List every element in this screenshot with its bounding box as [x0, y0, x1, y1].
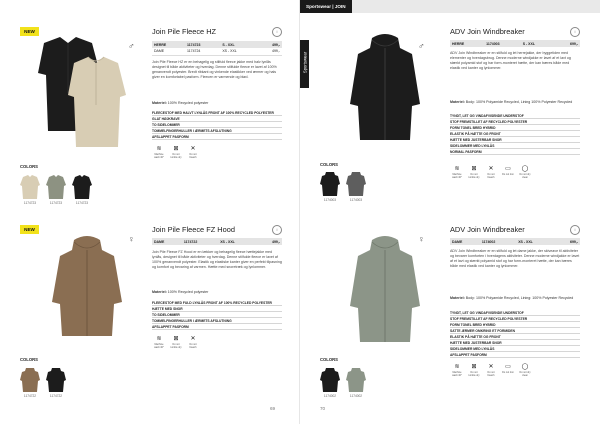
feature-item: SIDELOMMER MED LYNLÅS: [450, 143, 580, 149]
feature-item: SATTE ÆRMER OMKRING ET FORMIDEN: [450, 328, 580, 334]
care-item: [450, 364, 464, 377]
care-item: [501, 166, 515, 179]
care-label: Do not tumble dry: [170, 343, 182, 349]
care-label: Do not iron: [502, 371, 514, 374]
wash-icon: ≋: [156, 336, 162, 342]
care-label: Machine wash 40°: [452, 173, 462, 179]
spec-table-header-row: [152, 41, 282, 48]
product-title: Join Pile Fleece HZ: [152, 27, 217, 36]
spec-gender: DAME: [450, 238, 480, 245]
care-label: Do not tumble dry: [468, 173, 480, 179]
bleach-icon: ✕: [190, 336, 196, 342]
feature-item: SIDELOMMER MED LYNLÅS: [450, 346, 580, 352]
feature-item: NORMAL PASFORM: [450, 149, 580, 155]
feature-item: HÆTTE MED SNOR: [152, 306, 282, 312]
bleach-icon: ✕: [190, 146, 196, 152]
section-tag: Sportswear | JOIN: [300, 0, 352, 13]
product-join-pile-fleece-fz-hood: [0, 212, 300, 402]
care-item: [450, 166, 464, 179]
spec-item-no: 1174002: [480, 238, 516, 245]
new-badge: NEW: [20, 27, 39, 36]
care-item: [152, 146, 166, 159]
spec-price: 499,-: [258, 48, 282, 55]
color-swatch-black[interactable]: [320, 172, 340, 196]
feature-item: ELASTIK PÅ HÆTTE OG FRONT: [450, 334, 580, 340]
care-label: Do not tumble dry: [170, 153, 182, 159]
new-badge: NEW: [20, 225, 39, 234]
feature-item: FORM TONEL BRED HYBRID: [450, 125, 580, 131]
spec-table: [450, 238, 580, 245]
feature-item: TYNDT, LET OG VINDAFVISENDE UNDERSTOF: [450, 310, 580, 316]
male-symbol-icon: ♂: [128, 41, 135, 51]
feature-item: STOF FREMSTILLET AF RECYCLED POLYESTER: [450, 316, 580, 322]
feature-item: TO SIDELOMMER: [152, 312, 282, 318]
bleach-icon: ✕: [488, 166, 494, 172]
care-item: [467, 166, 481, 179]
material-value: 100% Recycled polyester: [167, 101, 209, 105]
care-label: Machine wash 40°: [154, 153, 164, 159]
spec-price: 499,-: [257, 238, 282, 245]
care-icons: [450, 166, 535, 179]
product-description: Join Pile Fleece FZ Hood er en lækker og behagelig fleece hættejakke med lynlås, designet til både aktiviteter og hverdag. Denne stilfulde fleece er lavet af 100% genanvendt polyester. Elastik og elastiske kanter giver en perfekt tilpasning og komfort og bevaring af varmen. Hætte med snoretræk og lynlommer.: [152, 250, 282, 269]
info-button[interactable]: i: [570, 225, 580, 235]
material-value: Body: 100% Polyamide Recycled, Lining: 100% Polyester Recycled: [465, 296, 574, 300]
material-line: [450, 296, 580, 300]
product-adv-join-windbreaker-women: [300, 212, 600, 402]
care-label: Do not bleach: [487, 173, 495, 179]
feature-item: FLEECESTOF MED FULD LYNLÅS FRONT AF 100% RECYCLED POLYESTER: [152, 300, 282, 306]
feature-list: [450, 113, 580, 155]
feature-item: STOF FREMSTILLET AF RECYCLED POLYESTER: [450, 119, 580, 125]
product-description: Join Pile Fleece HZ er en behagelig og stilfuld fleece jakke med halv lynlås designet til både aktiviteter og hverdag. Denne stilfulde fleece er lavet af 100% genanvendt polyester. Bredt ribkant og vinkende elastikker ved ærmer og hals giver en komfortabel pasform. Fleecen er varmende og blød.: [152, 60, 277, 79]
spec-item-no: 1174724: [185, 48, 220, 55]
feature-item: TOMMELFINGERHULLER I ÆRMETS AFSLUTNING: [152, 128, 282, 134]
product-photo: [30, 33, 130, 151]
side-tab-label: Sportswear: [302, 51, 308, 74]
colors-label: COLORS: [20, 357, 38, 362]
spec-sizes: XS - XXL: [220, 48, 257, 55]
male-symbol-icon: ♂: [418, 41, 425, 51]
product-photo: [350, 34, 420, 144]
spec-table: [152, 41, 282, 56]
care-item: [518, 364, 532, 377]
care-label: Do not bleach: [189, 343, 197, 349]
swatch-code: 1174002: [349, 394, 363, 398]
material-value: Body: 100% Polyamide Recycled, Lining 100% Polyester Recycled: [465, 100, 573, 104]
color-swatch-black[interactable]: [46, 368, 66, 392]
female-symbol-icon: ♀: [128, 234, 135, 244]
care-item: [518, 166, 532, 179]
spec-gender: HERRE: [450, 40, 484, 47]
feature-list: [450, 310, 580, 358]
swatch-code: 1174002: [323, 394, 337, 398]
spec-table-header-row: [152, 238, 282, 245]
feature-item: TYNDT, LET OG VINDAFVISENDE UNDERSTOF: [450, 113, 580, 119]
spec-table-header-row: [450, 238, 580, 245]
swatch-code: 1174722: [23, 394, 37, 398]
tumble-dry-icon: ⊠: [471, 166, 477, 172]
tumble-dry-icon: ⊠: [173, 146, 179, 152]
material-label: Materiel:: [450, 100, 465, 104]
product-description: ADV Join Windbreaker er en stilfuld og let dame jakke, der skiveave til aktiviteter og bevarer komforten i hverdagens aktiviteter. Denne moderne windjakke er lavet af et lavt og stærkt polyamid stof og har form-monteret hætte, der kan bæres både med elastik ved kanter og lynlommer.: [450, 249, 580, 268]
feature-item: TOMMELFINGERHULLER I ÆRMETS AFSLUTNING: [152, 318, 282, 324]
feature-item: AFSLAPPET PASFORM: [152, 134, 282, 140]
material-line: [152, 290, 282, 294]
feature-item: FLEECESTOF MED HALVT LYNLÅS FRONT AF 100% RECYCLED POLYESTER: [152, 110, 282, 116]
swatch-code: 1174722: [49, 394, 63, 398]
colors-label: COLORS: [320, 162, 338, 167]
care-label: Do not bleach: [487, 371, 495, 377]
care-label: Do not dry clean: [519, 371, 531, 377]
material-label: Materiel:: [152, 290, 167, 294]
care-label: Do not bleach: [189, 153, 197, 159]
spec-sizes: XS - XXL: [516, 238, 555, 245]
care-icons: [152, 336, 203, 349]
spec-sizes: S - XXL: [521, 40, 555, 47]
care-label: Do not iron: [502, 173, 514, 176]
product-title: ADV Join Windbreaker: [450, 225, 525, 234]
info-button[interactable]: i: [272, 225, 282, 235]
spec-price: 699,-: [555, 40, 580, 47]
product-title: ADV Join Windbreaker: [450, 27, 525, 36]
material-label: Materiel:: [152, 101, 167, 105]
feature-item: HÆTTE MED JUSTERBAR SNOR: [450, 137, 580, 143]
color-swatch-olive[interactable]: [346, 368, 366, 392]
tumble-dry-icon: ⊠: [471, 364, 477, 370]
info-button[interactable]: i: [272, 27, 282, 37]
material-value: 100% Recycled polyester: [167, 290, 209, 294]
right-page: [300, 0, 600, 424]
bleach-icon: ✕: [488, 364, 494, 370]
product-description: ADV Join Windbreaker er en stilfuld og let herrejakke, der byggetiden med elementer og hverdagsbrug. Denne moderne windjakke er lavet af et lavt og stærkt polyamid stof og har form-monteret hætte, der kan bæres både med elastik ved kanter og lynlommer.: [450, 51, 571, 70]
product-photo: [52, 236, 122, 340]
material-line: [450, 100, 580, 104]
spec-table-header-row: [450, 40, 580, 47]
info-button[interactable]: i: [570, 27, 580, 37]
colors-label: COLORS: [320, 357, 338, 362]
feature-item: GLAT HØJKRAVE: [152, 116, 282, 122]
tumble-dry-icon: ⊠: [173, 336, 179, 342]
iron-icon: ▭: [505, 166, 511, 172]
care-label: Machine wash 40°: [452, 371, 462, 377]
spec-price: 499,-: [258, 41, 282, 48]
product-title: Join Pile Fleece FZ Hood: [152, 225, 235, 234]
care-item: [186, 146, 200, 159]
color-swatch-grey[interactable]: [346, 172, 366, 196]
iron-icon: ▭: [505, 364, 511, 370]
spec-item-no: 1174003: [484, 40, 521, 47]
swatch-code: 1174723: [49, 201, 63, 205]
feature-item: AFSLAPPET PASFORM: [450, 352, 580, 358]
spec-gender: DAME: [152, 238, 182, 245]
spec-sizes: XS - XXL: [218, 238, 257, 245]
page-number-right: 70: [320, 406, 326, 411]
care-item: [169, 146, 183, 159]
care-icons: [450, 364, 535, 377]
feature-item: FORM TONEL BRED HYBRID: [450, 322, 580, 328]
spec-gender: HERRE: [152, 41, 185, 48]
dry-clean-icon: ◯: [521, 166, 529, 172]
product-photo: [350, 236, 420, 346]
wash-icon: ≋: [454, 364, 460, 370]
care-item: [169, 336, 183, 349]
swatch-code: 1174003: [349, 198, 363, 202]
care-item: [467, 364, 481, 377]
spec-item-no: 1174722: [182, 238, 218, 245]
swatch-code: 1174723: [75, 201, 89, 205]
color-swatch-black[interactable]: [72, 175, 92, 199]
feature-item: HÆTTE MED JUSTERBAR SNOR: [450, 340, 580, 346]
swatch-code: 1174723: [23, 201, 37, 205]
color-swatch-khaki[interactable]: [46, 175, 66, 199]
wash-icon: ≋: [454, 166, 460, 172]
spec-price: 699,-: [555, 238, 580, 245]
care-item: [152, 336, 166, 349]
care-icons: [152, 146, 203, 159]
spec-item-no: 1174723: [185, 41, 220, 48]
care-label: Do not tumble dry: [468, 371, 480, 377]
swatch-code: 1174003: [323, 198, 337, 202]
feature-list: [152, 110, 282, 140]
spec-sizes: S - XXL: [220, 41, 257, 48]
spec-table: [152, 238, 282, 245]
care-item: [501, 364, 515, 377]
color-swatch-brown[interactable]: [20, 368, 40, 392]
color-swatch-black[interactable]: [320, 368, 340, 392]
care-item: [186, 336, 200, 349]
spec-gender: DAME: [152, 48, 185, 55]
product-adv-join-windbreaker-men: [300, 0, 600, 202]
care-label: Do not dry clean: [519, 173, 531, 179]
colors-label: COLORS: [20, 164, 38, 169]
care-item: [484, 364, 498, 377]
page-number-left: 69: [270, 406, 276, 411]
care-item: [484, 166, 498, 179]
feature-item: AFSLAPPET PASFORM: [152, 324, 282, 330]
color-swatch-beige[interactable]: [20, 175, 40, 199]
wash-icon: ≋: [156, 146, 162, 152]
care-label: Machine wash 40°: [154, 343, 164, 349]
product-join-pile-fleece-hz: [0, 0, 300, 205]
dry-clean-icon: ◯: [521, 364, 529, 370]
spec-table: [450, 40, 580, 47]
feature-item: ELASTIK PÅ HÆTTE OG FRONT: [450, 131, 580, 137]
material-line: [152, 101, 282, 105]
female-symbol-icon: ♀: [418, 234, 425, 244]
feature-list: [152, 300, 282, 330]
spec-table-row: [152, 48, 282, 55]
material-label: Materiel:: [450, 296, 465, 300]
feature-item: TO SIDELOMMER: [152, 122, 282, 128]
